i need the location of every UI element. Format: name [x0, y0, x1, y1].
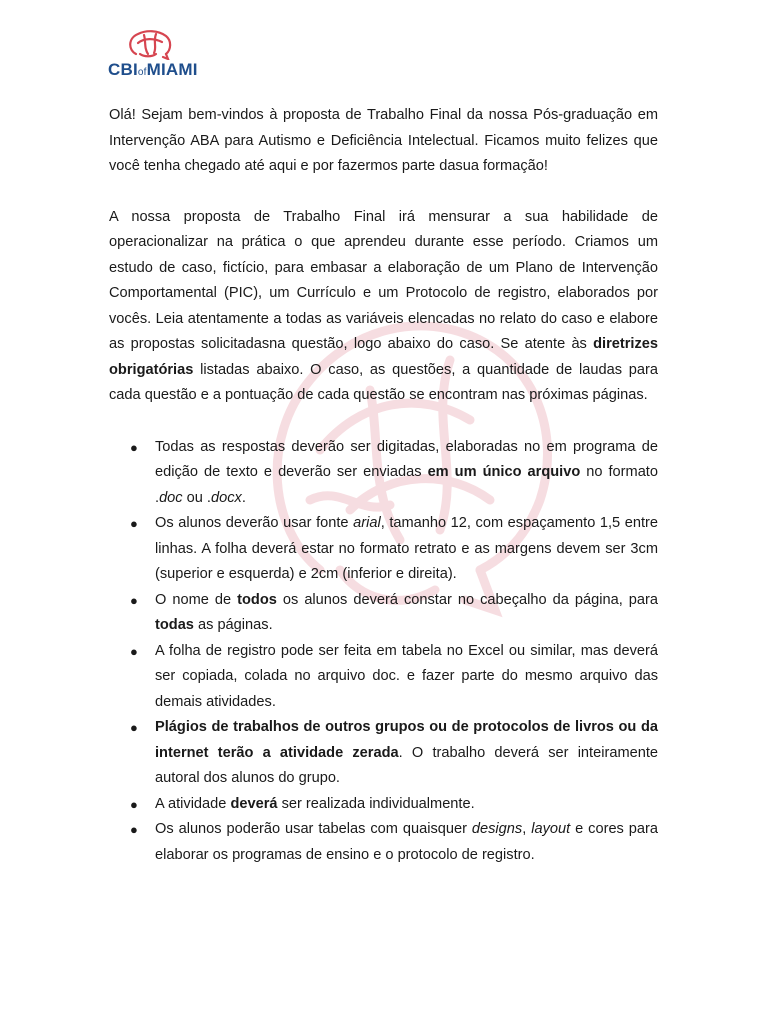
- document-body: [109, 103, 658, 868]
- bullet-icon: ●: [130, 822, 138, 837]
- list-item: ● O nome de todos os alunos deverá constar no cabeçalho da página, para todas as páginas.: [109, 588, 658, 639]
- mandatory-guidelines-emphasis: diretrizes obrigatórias: [109, 336, 658, 378]
- intro-paragraph: Olá! Sejam bem-vindos à proposta de Trabalho Final da nossa Pós-graduação em Intervenção ABA para Autismo e Deficiência Intelectual. Ficamos muito felizes que você tenha chegado até aqui e por fazermos parte dasua formação!: [109, 107, 658, 174]
- bullet-icon: ●: [130, 439, 138, 455]
- list-item: ● Os alunos deverão usar fonte arial, tamanho 12, com espaçamento 1,5 entre linhas. A folha deverá estar no formato retrato e as margens devem ser 3cm (superior e esquerda) e 2cm (inferior e direita).: [109, 511, 658, 588]
- bullet-icon: ●: [130, 796, 138, 812]
- list-item: ● A atividade deverá ser realizada individualmente.: [109, 792, 658, 818]
- list-item: ● Todas as respostas deverão ser digitadas, elaboradas no em programa de edição de texto e deverão ser enviadas em um único arquivo no formato .doc ou .docx.: [109, 435, 658, 512]
- list-item: ● Os alunos poderão usar tabelas com quaisquer designs, layout e cores para elaborar os programas de ensino e o protocolo de registro.: [109, 817, 658, 868]
- guidelines-list: [109, 435, 658, 869]
- bullet-icon: ●: [130, 592, 138, 608]
- list-item: ● Plágios de trabalhos de outros grupos ou de protocolos de livros ou da internet terão a atividade zerada. O trabalho deverá ser inteiramente autoral dos alunos do grupo.: [109, 715, 658, 792]
- cbi-miami-logo: [108, 30, 200, 82]
- logo-wordmark: CBIofMIAMI: [108, 60, 198, 79]
- proposal-paragraph: A nossa proposta de Trabalho Final irá mensurar a sua habilidade de operacionalizar na prática o que aprendeu durante esse período. Criamos um estudo de caso, fictício, para embasar a elaboração de um Plano de Intervenção Comportamental (PIC), um Currículo e um Protocolo de registro, elaborados por vocês. Leia atentamente a todas as variáveis elencadas no relato do caso e elabore as propostas solicitadasna questão, logo abaixo do caso. Se atente às diretrizes obrigatórias listadas abaixo. O caso, as questões, a quantidade de laudas para cada questão e a pontuação de cada questão se encontram nas próximas páginas.: [109, 208, 658, 403]
- bullet-icon: ●: [130, 720, 138, 735]
- brain-logo-icon: [126, 30, 174, 60]
- bullet-icon: ●: [130, 516, 138, 531]
- list-item: ● A folha de registro pode ser feita em tabela no Excel ou similar, mas deverá ser copiada, colada no arquivo doc. e fazer parte do mesmo arquivo das demais atividades.: [109, 639, 658, 716]
- bullet-icon: ●: [130, 643, 138, 659]
